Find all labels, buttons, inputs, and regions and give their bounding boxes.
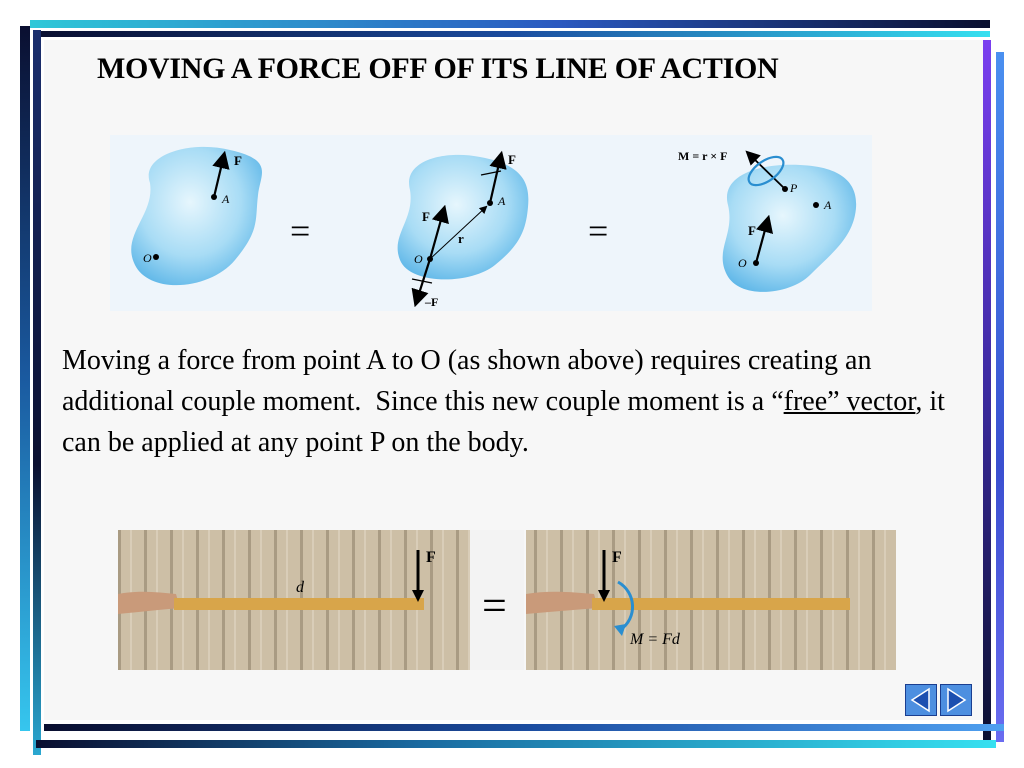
frame-bar-bottom-inner (44, 724, 1004, 731)
frame-bar-left (20, 26, 30, 731)
label-a: A (222, 192, 230, 206)
previous-slide-button[interactable] (905, 684, 937, 716)
wooden-bar (174, 598, 424, 610)
photo-left (118, 530, 470, 670)
label-f: F (508, 152, 516, 167)
wrench-photo-figure (118, 530, 896, 670)
label-p: P (790, 181, 798, 195)
frame-bar-top-inner (36, 31, 990, 37)
label-o: O (414, 252, 423, 266)
label-a: A (498, 194, 506, 208)
equals-sign: = (482, 581, 507, 630)
label-moment: M = r × F (678, 149, 728, 163)
frame-bar-top (30, 20, 990, 28)
paragraph-text-start: Moving a force from point A to O (as shown above) requires creating an additional couple moment. Since this new couple moment is a “ (62, 345, 872, 417)
equals-sign: = (290, 211, 311, 251)
label-o: O (738, 256, 747, 270)
equals-sign: = (588, 211, 609, 251)
label-a: A (824, 198, 832, 212)
label-o: O (143, 251, 152, 265)
label-r: r (458, 231, 464, 246)
frame-bar-right-inner (983, 40, 991, 740)
label-f: F (426, 549, 436, 566)
frame-bar-right (996, 52, 1004, 742)
point-o-dot (153, 254, 159, 260)
label-f: F (612, 549, 622, 566)
label-moment: M = Fd (630, 631, 680, 648)
explanation-paragraph (62, 340, 962, 463)
slide-title: MOVING A FORCE OFF OF ITS LINE OF ACTION (97, 52, 779, 85)
paragraph-text-end: , it can be applied at any point P on the body. (62, 386, 945, 458)
label-f: F (422, 209, 430, 224)
next-slide-button[interactable] (940, 684, 972, 716)
free-vector-link[interactable]: free” vector (783, 386, 916, 417)
photo-right (526, 530, 896, 670)
frame-bar-bottom (36, 740, 996, 748)
point-a-dot (813, 202, 819, 208)
slide-navigation (905, 684, 973, 716)
label-neg-f: –F (425, 295, 439, 309)
force-translation-figure (110, 135, 872, 311)
label-f: F (748, 223, 756, 238)
label-f: F (234, 153, 242, 168)
frame-bar-left-inner (33, 30, 41, 755)
label-d: d (296, 579, 304, 596)
